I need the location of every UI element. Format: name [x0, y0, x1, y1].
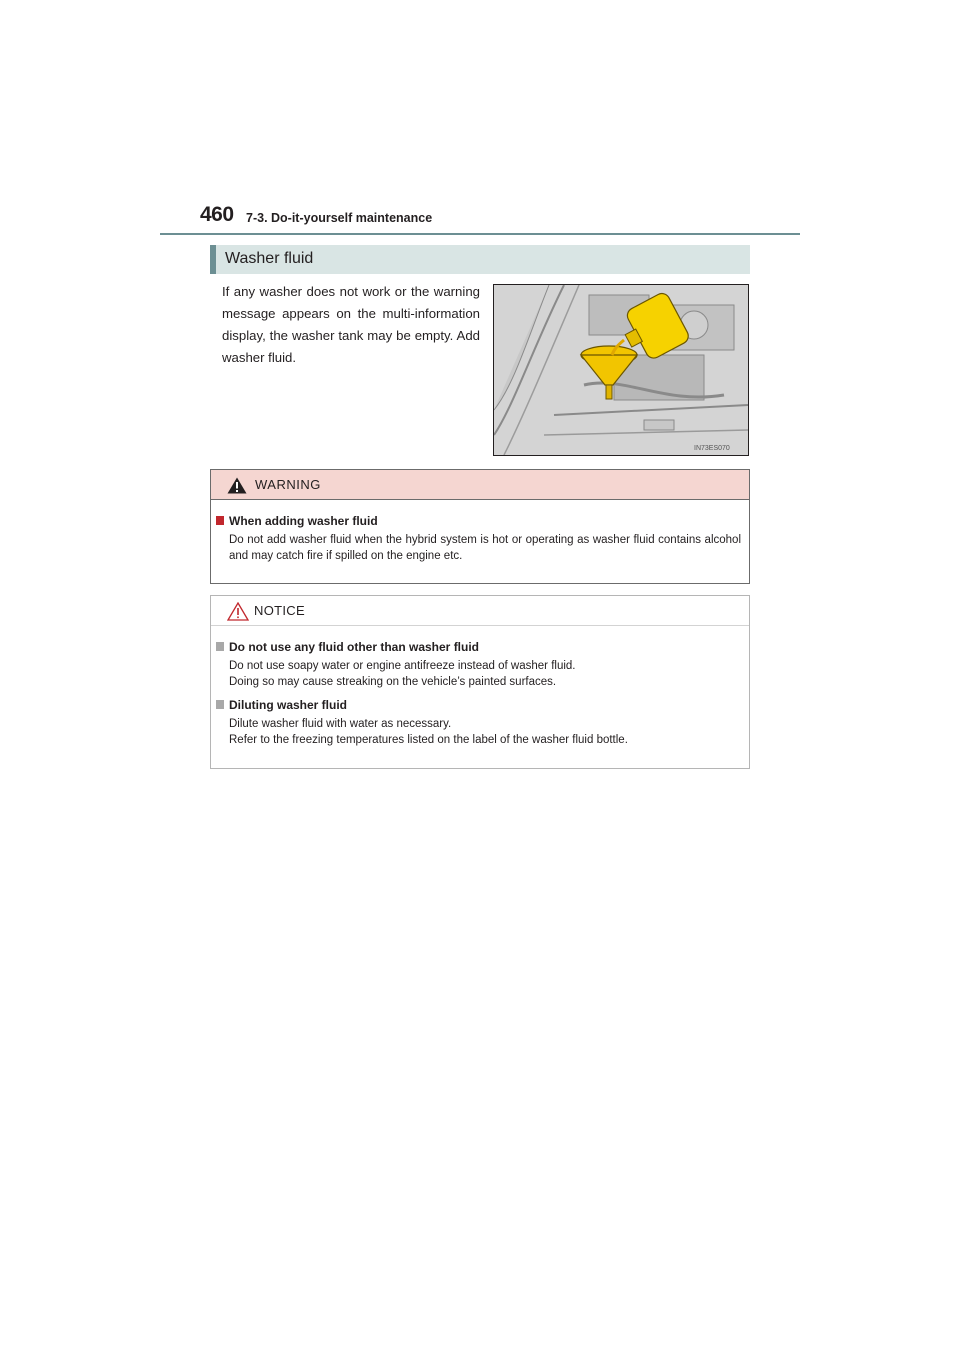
notice-header	[211, 596, 749, 626]
notice-item-line: Refer to the freezing temperatures listed on the label of the washer fluid bottle.	[229, 734, 628, 746]
notice-triangle-icon	[227, 602, 249, 621]
washer-fluid-illustration	[493, 284, 749, 456]
warning-label: WARNING	[255, 477, 321, 492]
notice-box	[210, 595, 750, 769]
square-bullet-icon	[216, 516, 224, 525]
page-number: 460	[200, 203, 234, 226]
heading-bar	[210, 245, 750, 274]
warning-triangle-icon	[227, 477, 247, 494]
notice-item-title: Do not use any fluid other than washer fluid	[216, 639, 741, 655]
notice-item-line: Doing so may cause streaking on the vehicle’s painted surfaces.	[229, 676, 557, 688]
notice-item-body	[216, 716, 741, 748]
notice-item-title: Diluting washer fluid	[216, 697, 741, 713]
warning-box	[210, 469, 750, 584]
heading-title: Washer fluid	[225, 250, 314, 267]
section-title: 7-3. Do-it-yourself maintenance	[246, 211, 433, 225]
header-rule	[160, 233, 800, 235]
notice-item-line: Dilute washer fluid with water as necessary.	[229, 718, 452, 730]
illustration-code: IN73ES070	[694, 445, 730, 452]
notice-label: NOTICE	[254, 603, 305, 618]
notice-item	[216, 697, 741, 748]
square-bullet-icon	[216, 700, 224, 709]
warning-item	[216, 513, 741, 564]
warning-header	[211, 470, 749, 500]
warning-item-title: When adding washer fluid	[216, 513, 741, 529]
square-bullet-icon	[216, 642, 224, 651]
notice-item	[216, 639, 741, 690]
intro-paragraph: If any washer does not work or the warning message appears on the multi-information display, the washer tank may be empty. Add washer fluid.	[222, 284, 480, 365]
notice-item-body	[216, 658, 741, 690]
notice-item-line: Do not use soapy water or engine antifreeze instead of washer fluid.	[229, 660, 576, 672]
warning-item-body: Do not add washer fluid when the hybrid system is hot or operating as washer fluid contains alcohol and may catch fire if spilled on the engine etc.	[229, 534, 741, 562]
